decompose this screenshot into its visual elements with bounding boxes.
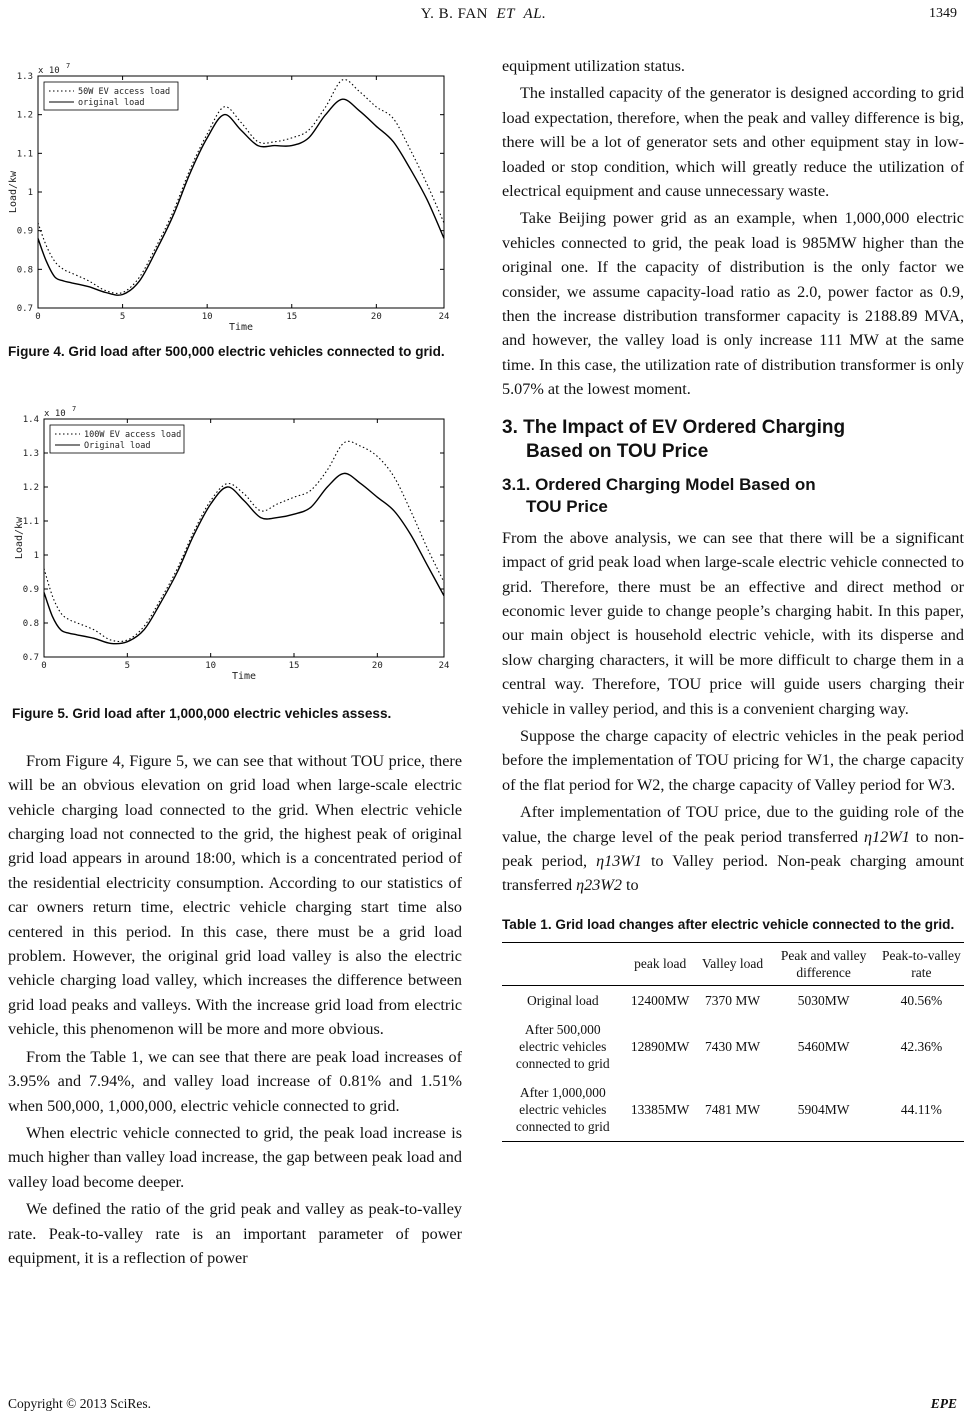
paragraph: The installed capacity of the generator is designed according to grid load expectation, therefore, when the peak and valley difference is big, there will be a lot of generator sets and other equipment stay in low-loaded or stop condition, which will greatly reduce the utilization of electrical equipment and cause unnecessary waste.	[502, 84, 964, 201]
paragraph: Suppose the charge capacity of electric vehicles in the peak period before the implementation of TOU pricing for W1, the charge capacity of the flat period for W2, the charge capacity of Valley period for W3.	[502, 726, 964, 794]
scale-factor-label: x 10	[44, 409, 66, 420]
paragraph: From the Table 1, we can see that there are peak load increases of 3.95% and 7.94%, and valley load increase of 0.81% and 1.51% when 500,000, 1,000,000, electric vehicle connected to grid.	[8, 1047, 462, 1115]
x-tick-label: 24	[438, 661, 450, 672]
legend-label: original load	[78, 98, 145, 108]
table-cell: 13385MW	[624, 1078, 697, 1142]
text-segment: After implementation of TOU price, due to the guiding role of the value, the charge level of the peak period transferred	[502, 803, 964, 846]
table-row	[502, 985, 964, 1015]
y-tick-label: 1.1	[16, 149, 33, 160]
x-tick-label: 15	[288, 661, 300, 672]
table-cell: 40.56%	[900, 992, 943, 1008]
table-header-cell: Peak and valley difference	[768, 942, 878, 985]
page-number: 1349	[929, 6, 957, 21]
x-tick-label: 20	[371, 661, 383, 672]
text-segment: to Valley period. Non-peak charging amount transferred	[502, 851, 964, 895]
section-3-title-cont: Based on TOU Price	[526, 440, 709, 462]
y-tick-label: 1.1	[22, 517, 39, 528]
x-tick-label: 10	[201, 312, 213, 322]
x-tick-label: 5	[119, 312, 126, 322]
section-3-title: 3. The Impact of EV Ordered Charging	[502, 416, 846, 438]
footer-journal: EPE	[930, 1396, 957, 1411]
x-tick-label: 10	[205, 661, 217, 672]
table-cell: After 1,000,000 electric vehicles connected to grid	[502, 1078, 624, 1142]
table-cell: 5030MW	[797, 992, 850, 1008]
y-tick-label: 1.2	[16, 110, 33, 121]
series-line-1	[38, 79, 444, 293]
table-row	[502, 1078, 964, 1142]
y-axis-label: Load/kw	[14, 517, 25, 560]
y-tick-label: 0.7	[16, 304, 33, 314]
x-axis-label: Time	[231, 671, 257, 683]
y-tick-label: 1.3	[16, 72, 33, 82]
series-line-1	[44, 442, 444, 642]
x-axis-label: Time	[228, 322, 254, 330]
figure-4-chart	[8, 54, 462, 330]
table-cell: 7430 MW	[705, 1038, 761, 1054]
y-tick-label: 1	[27, 188, 33, 198]
y-tick-label: 1.4	[22, 415, 39, 426]
paragraph: When electric vehicle connected to grid, the peak load increase is much higher than valley load increase, the gap between peak load and valley load become deeper.	[8, 1123, 462, 1191]
y-tick-label: 0.8	[16, 265, 33, 276]
x-tick-label: 20	[370, 312, 382, 322]
table-header-row	[502, 942, 964, 985]
paragraph: equipment utilization status.	[502, 57, 685, 75]
plot-frame	[44, 419, 444, 657]
paragraph: We defined the ratio of the grid peak and valley as peak-to-valley rate. Peak-to-valley rate is an important parameter of power equipment, it is a reflection of power	[8, 1200, 462, 1267]
y-tick-label: 0.7	[22, 653, 39, 664]
table-header-cell: Valley load	[697, 942, 769, 985]
x-tick-label: 0	[41, 661, 47, 672]
text-segment: to	[626, 876, 639, 895]
y-tick-label: 1	[33, 551, 39, 562]
table-header-cell	[502, 942, 624, 985]
table-cell: Original load	[526, 992, 599, 1008]
table-1	[502, 942, 964, 1142]
equation-eta13w1: η13W1	[596, 851, 642, 870]
y-axis-label: Load/kw	[8, 170, 19, 214]
legend-label: Original load	[84, 441, 151, 452]
header-al: AL.	[523, 6, 547, 22]
scale-factor-exponent: 7	[66, 62, 71, 70]
scale-factor-exponent: 7	[72, 405, 77, 414]
figure-5-chart	[8, 389, 462, 685]
x-tick-label: 5	[124, 661, 131, 672]
x-tick-label: 15	[286, 312, 298, 322]
series-line-2	[44, 474, 444, 644]
table-cell: 12890MW	[630, 1038, 690, 1054]
right-column	[502, 54, 964, 1142]
table-cell: 7481 MW	[697, 1078, 769, 1142]
table-header-cell: Peak-to-valley rate	[879, 942, 964, 985]
table-cell: 42.36%	[900, 1038, 943, 1054]
equation-eta23w2: η23W2	[576, 876, 622, 895]
figure-5-caption: Figure 5. Grid load after 1,000,000 electric vehicles assess.	[12, 705, 392, 721]
section-3-1-title-cont: TOU Price	[526, 496, 608, 516]
footer-copyright: Copyright © 2013 SciRes.	[8, 1396, 152, 1411]
table-cell: 12400MW	[630, 992, 690, 1008]
y-tick-label: 1.2	[22, 483, 39, 494]
table-row	[502, 1015, 964, 1078]
left-body-text	[8, 749, 462, 1271]
table-cell: 44.11%	[879, 1078, 964, 1142]
table-cell: 7370 MW	[705, 992, 761, 1008]
legend-label: 50W EV access load	[78, 87, 171, 97]
figure-5	[8, 389, 462, 722]
legend-label: 100W EV access load	[84, 430, 182, 441]
x-tick-label: 24	[438, 312, 450, 322]
y-tick-label: 0.9	[22, 585, 39, 596]
figure-4	[8, 54, 462, 361]
table-cell: 5460MW	[797, 1038, 850, 1054]
paragraph: From the above analysis, we can see that there will be a significant impact of grid peak load when large-scale electric vehicle connected to grid. Therefore, there must be an effective and direct method or economic lever guide to change people’s charging habit. In this paper, our main object is household electric vehicle, with its disperse and slow charging characters, it will be more difficult to charge them in a central way. Therefore, TOU price will guide users charging their vehicle in valley period, and this is a convenient charging way.	[502, 528, 964, 718]
section-3-1-title: 3.1. Ordered Charging Model Based on	[502, 474, 816, 494]
header-et: ET	[496, 6, 516, 22]
text-segment: to non-peak period,	[502, 827, 964, 870]
y-tick-label: 1.3	[22, 449, 39, 460]
x-tick-label: 0	[35, 312, 41, 322]
equation-eta12w1: η12W1	[864, 827, 910, 846]
header-authors: Y. B. FAN	[420, 6, 489, 22]
scale-factor-label: x 10	[38, 66, 60, 76]
left-column	[8, 54, 462, 1273]
paragraph: From Figure 4, Figure 5, we can see that without TOU price, there will be an obvious elevation on grid load when large-scale electric vehicle charging load connected to the grid. When electric vehicle charging load not connected to the grid, the highest peak of original grid load appears in around 18:00, which is a concentrated period of the residential electricity consumption. According to our statistics of car owners return time, electric vehicle charging start time also centered in this period. In this case, there must be a grid load problem. However, the original grid load valley is also the electric vehicle charging load valley, which increases the difference between grid load peaks and valleys. With the increase grid load from electric vehicle, this phenomenon will be more and more obvious.	[8, 751, 462, 1039]
section-3-1-heading	[502, 474, 964, 518]
table-header-cell: peak load	[624, 942, 697, 985]
figure-4-caption: Figure 4. Grid load after 500,000 electric vehicles connected to grid.	[8, 344, 445, 360]
paragraph: Take Beijing power grid as an example, when 1,000,000 electric vehicles connected to grid, the peak load is 985MW higher than the original one. If the capacity of distribution is the only factor we consider, we assume capacity-load ratio as 2.0, power factor as 0.9, then the increase distribution transformer capacity is 2188.89 MVA, and however, the valley load is only increase 111 MW at the same time. In this case, the utilization rate of distribution transformer is only 5.07% at the lowest moment.	[502, 209, 964, 399]
table-1-caption: Table 1. Grid load changes after electric vehicle connected to the grid.	[502, 916, 955, 932]
series-line-2	[38, 99, 444, 295]
table-cell: After 500,000 electric vehicles connected to grid	[515, 1021, 610, 1071]
running-header	[0, 6, 967, 23]
y-tick-label: 0.8	[22, 619, 39, 630]
section-3-heading	[502, 416, 964, 464]
y-tick-label: 0.9	[16, 226, 33, 237]
paragraph-with-equations	[502, 800, 964, 898]
table-cell: 5904MW	[768, 1078, 878, 1142]
